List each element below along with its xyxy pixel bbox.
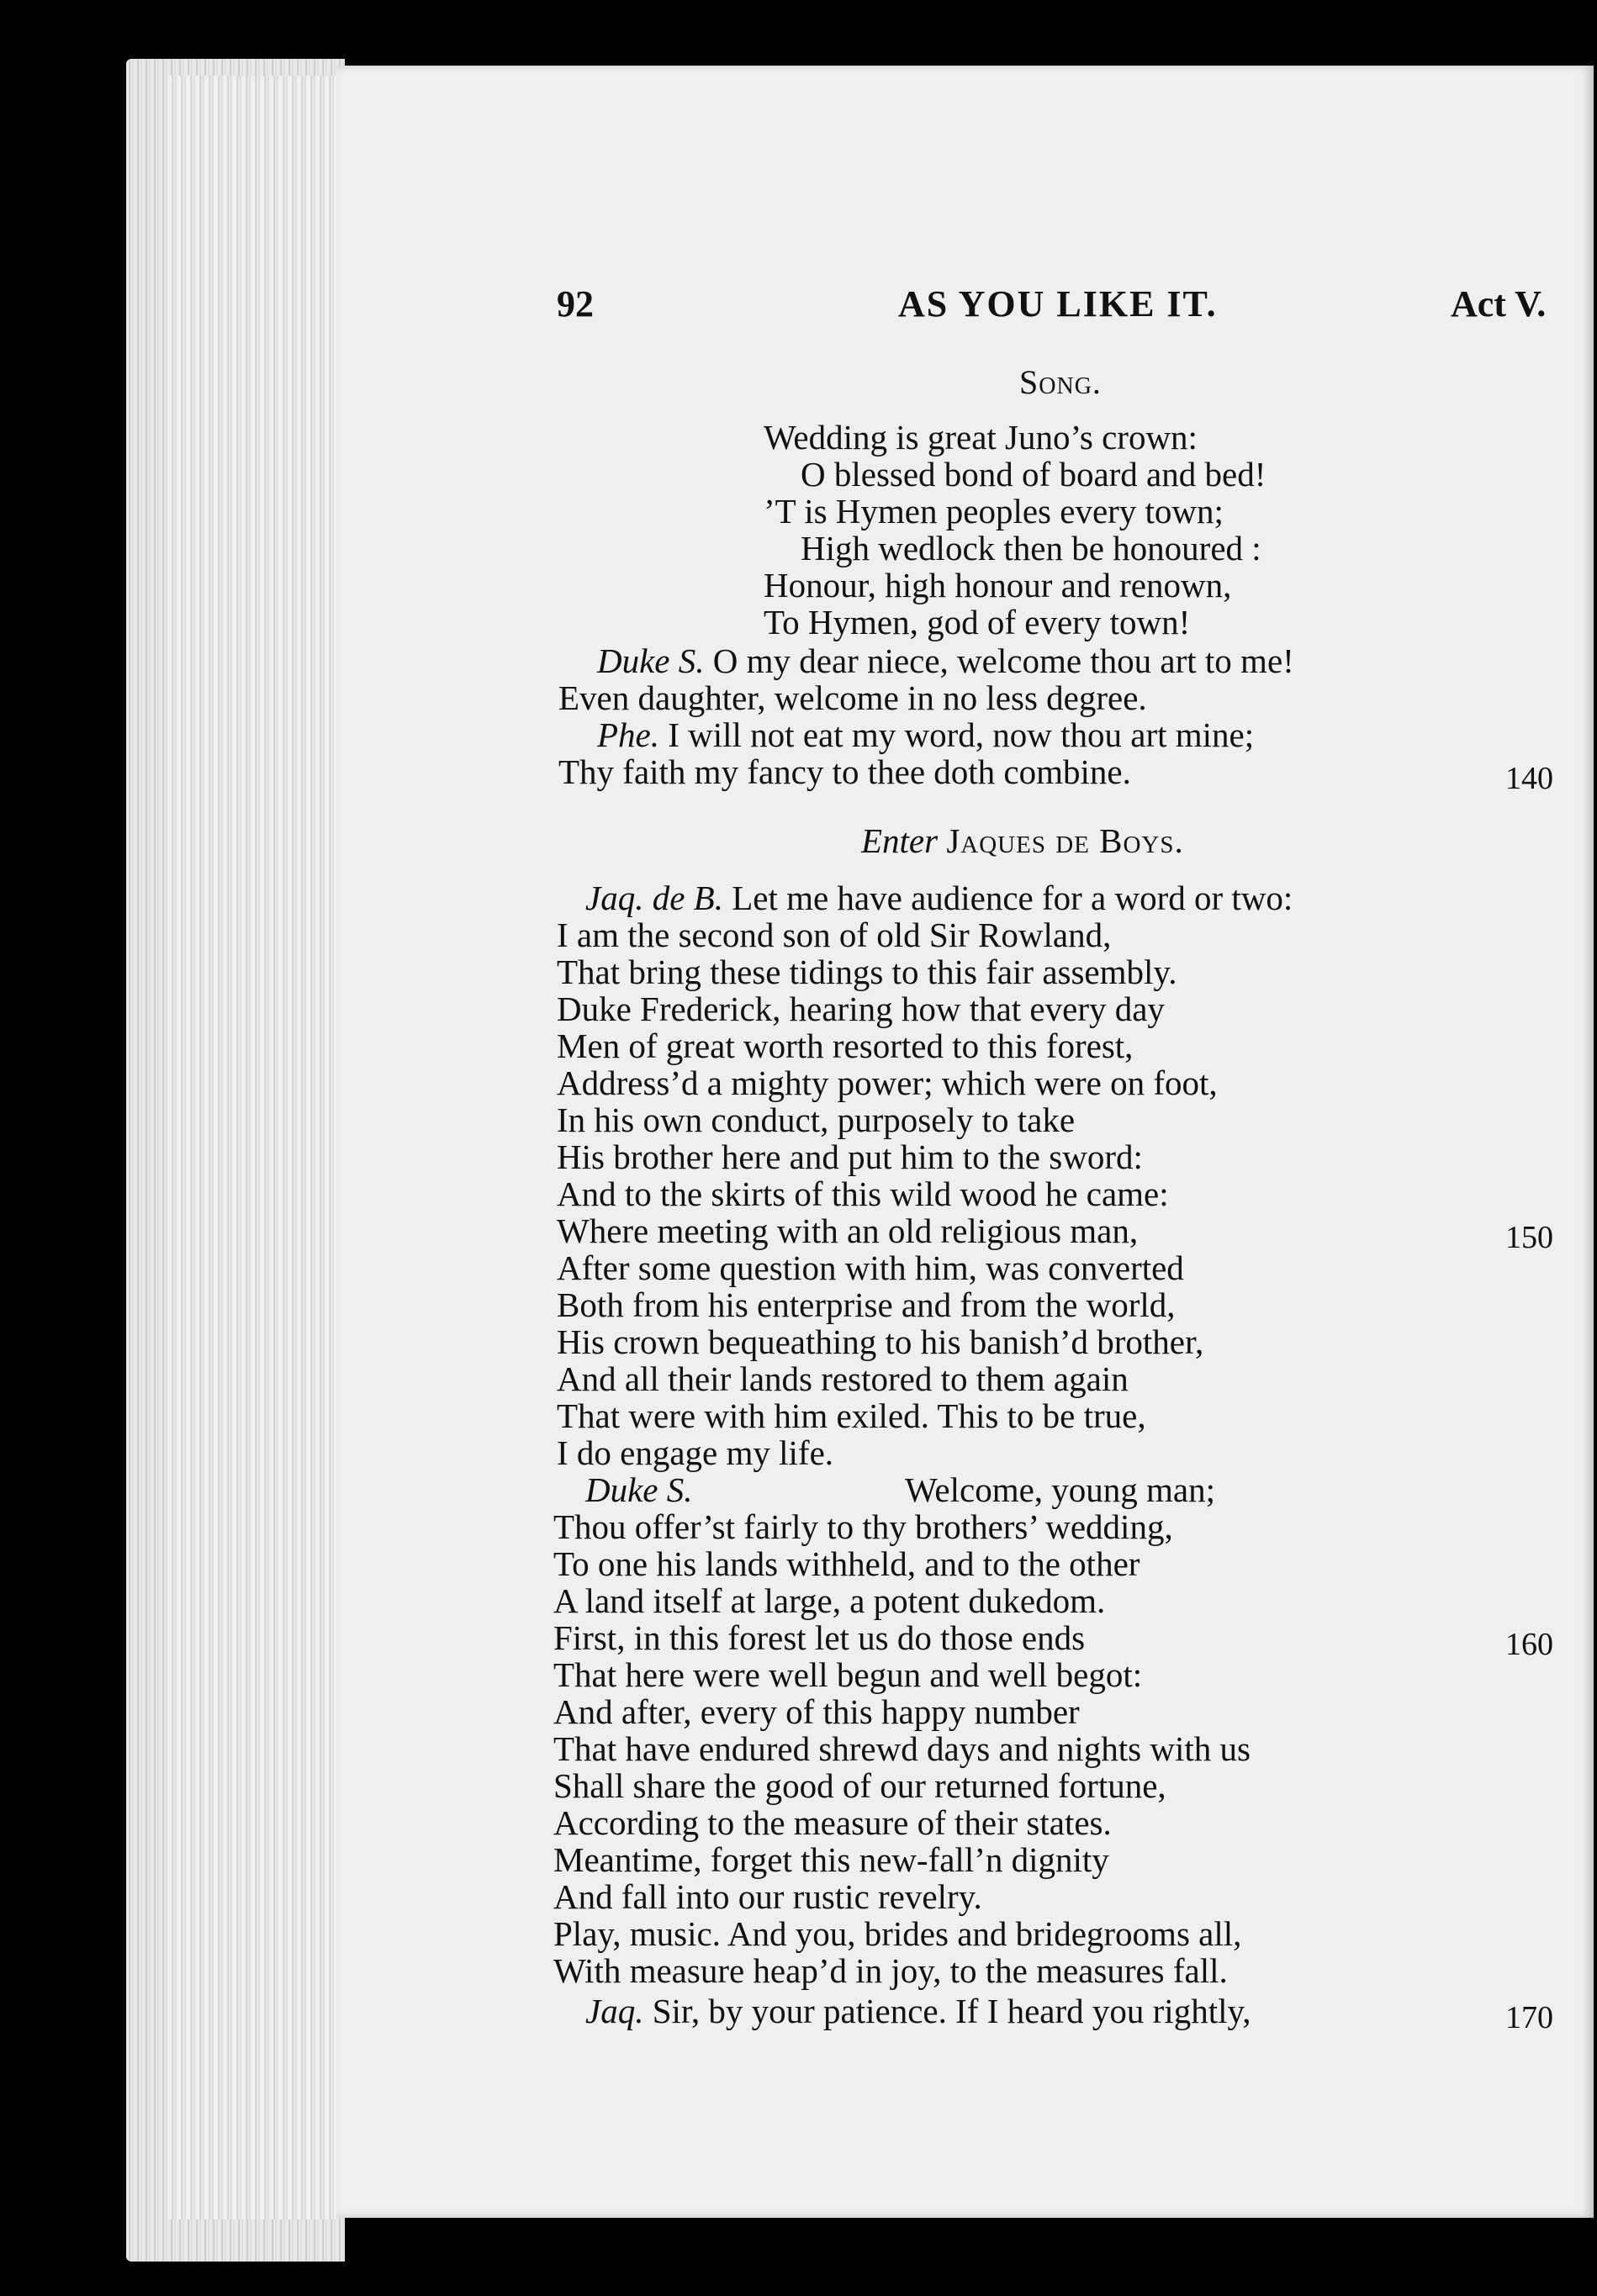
speech-line: That were with him exiled. This to be true, xyxy=(557,1396,1146,1435)
song-heading: Song. xyxy=(1019,363,1102,401)
speech-line: That here were well begun and well begot: xyxy=(553,1655,1143,1694)
page-edges-inner xyxy=(168,76,336,2219)
speech-line: Men of great worth resorted to this forest, xyxy=(557,1027,1134,1065)
speech-text: Sir, by your patience. If I heard you rightly, xyxy=(652,1992,1251,2030)
speech-line: And fall into our rustic revelry. xyxy=(553,1877,982,1916)
page-number: 92 xyxy=(557,283,594,325)
running-header xyxy=(336,282,1594,333)
speech-line: According to the measure of their states. xyxy=(553,1803,1112,1842)
book-page xyxy=(336,66,1594,2218)
running-title: AS YOU LIKE IT. xyxy=(898,283,1218,325)
speech-line: A land itself at large, a potent dukedom. xyxy=(553,1581,1106,1620)
speech-line: I do engage my life. xyxy=(557,1433,834,1472)
song-line: ’T is Hymen peoples every town; xyxy=(764,492,1224,530)
speech-line: With measure heap’d in joy, to the measures fall. xyxy=(553,1951,1228,1990)
line-number: 150 xyxy=(1505,1220,1553,1255)
speech-line: To one his lands withheld, and to the other xyxy=(553,1544,1140,1583)
speech-line: In his own conduct, purposely to take xyxy=(557,1100,1076,1139)
speech-line: And after, every of this happy number xyxy=(553,1692,1080,1731)
speech-line xyxy=(585,879,1293,916)
speech-line: Meantime, forget this new-fall’n dignity xyxy=(553,1840,1109,1879)
speaker-name: Duke S. xyxy=(585,1470,693,1509)
speech-text: Let me have audience for a word or two: xyxy=(732,879,1293,917)
speech-line: Where meeting with an old religious man, xyxy=(557,1211,1139,1250)
speech-line: His crown bequeathing to his banish’d brother, xyxy=(557,1322,1204,1361)
speech-text: Welcome, young man; xyxy=(905,1470,1216,1509)
stage-character: Jaques de Boys. xyxy=(946,821,1184,860)
stage-verb: Enter xyxy=(861,821,939,860)
speech-line: That bring these tidings to this fair assembly. xyxy=(557,953,1177,991)
speech-line: Shall share the good of our returned fortune, xyxy=(553,1766,1166,1805)
speech-line: And all their lands restored to them again xyxy=(557,1359,1129,1398)
song-line: Wedding is great Juno’s crown: xyxy=(764,418,1198,457)
speech-line: First, in this forest let us do those ends xyxy=(553,1618,1086,1657)
stage-direction xyxy=(861,822,1184,859)
speech-text: I will not eat my word, now thou art mine; xyxy=(668,715,1255,754)
line-number: 170 xyxy=(1505,2000,1553,2035)
speech-line: I am the second son of old Sir Rowland, xyxy=(557,916,1112,954)
speech-line xyxy=(585,1993,1251,2029)
speech-line xyxy=(597,716,1254,753)
speech-line: That have endured shrewd days and nights with us xyxy=(553,1729,1251,1768)
line-number: 160 xyxy=(1505,1627,1553,1662)
speaker-name: Duke S. xyxy=(597,641,705,680)
speech-line: After some question with him, was converted xyxy=(557,1248,1184,1287)
speech-line xyxy=(585,1471,693,1508)
speech-text: O my dear niece, welcome thou art to me! xyxy=(712,641,1294,680)
speech-line: Even daughter, welcome in no less degree. xyxy=(558,678,1147,717)
speech-line: Both from his enterprise and from the world, xyxy=(557,1285,1176,1324)
act-label: Act V. xyxy=(1451,283,1547,325)
speech-line: And to the skirts of this wild wood he came: xyxy=(557,1174,1169,1213)
line-number: 140 xyxy=(1505,761,1553,796)
speech-line: Thou offer’st fairly to thy brothers’ wedding, xyxy=(553,1507,1173,1546)
song-line: Honour, high honour and renown, xyxy=(764,566,1232,604)
speech-line: Address’d a mighty power; which were on foot, xyxy=(557,1064,1218,1102)
speaker-name: Jaq. xyxy=(585,1992,644,2030)
song-line: High wedlock then be honoured : xyxy=(801,529,1261,567)
speaker-name: Phe. xyxy=(597,715,659,754)
song-line: To Hymen, god of every town! xyxy=(764,603,1191,641)
song-line: O blessed bond of board and bed! xyxy=(801,455,1266,494)
speaker-name: Jaq. de B. xyxy=(585,879,723,917)
speech-line xyxy=(597,642,1294,679)
speech-line: His brother here and put him to the sword: xyxy=(557,1137,1143,1176)
speech-line: Thy faith my fancy to thee doth combine. xyxy=(558,752,1131,791)
speech-line: Play, music. And you, brides and bridegrooms all, xyxy=(553,1914,1242,1953)
speech-line: Duke Frederick, hearing how that every day xyxy=(557,990,1165,1028)
